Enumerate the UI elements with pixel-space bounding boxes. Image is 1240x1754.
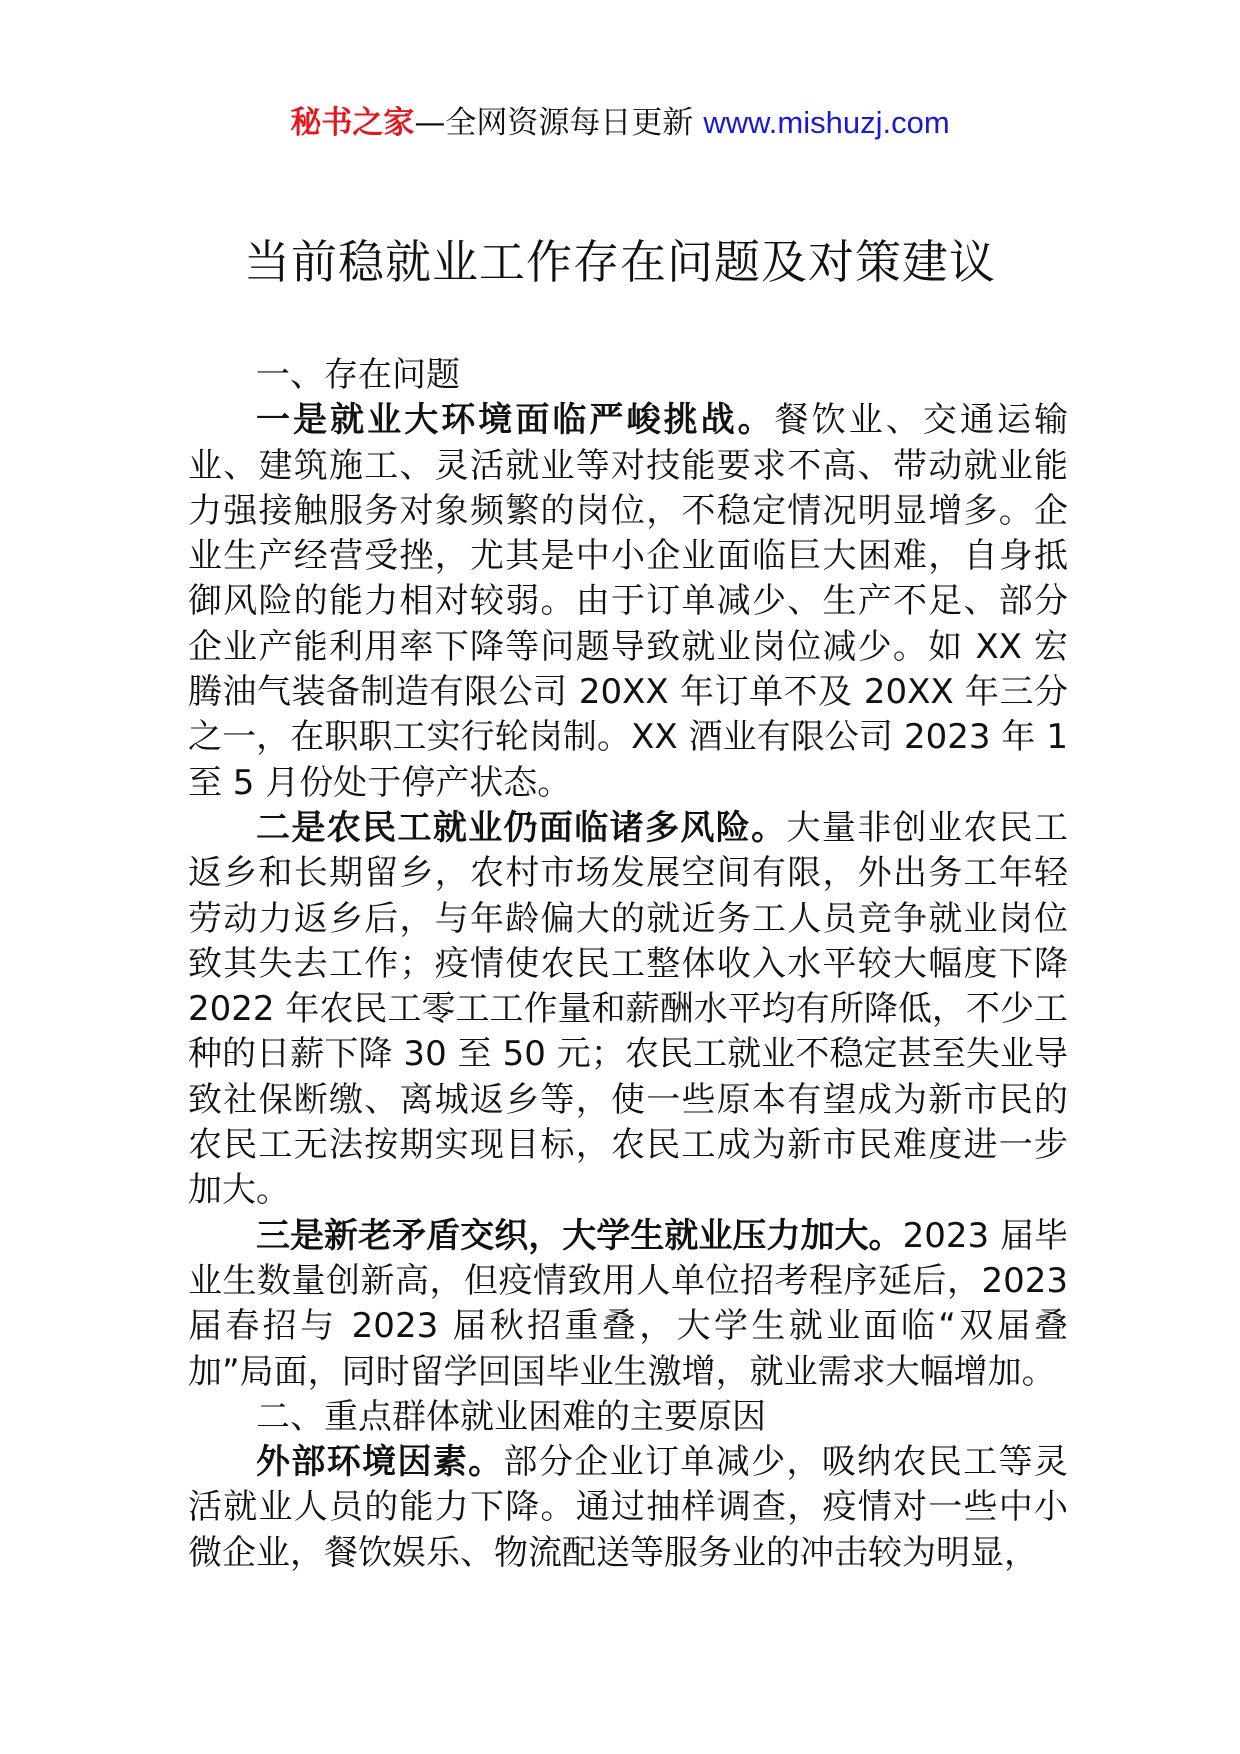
paragraph-text: 大量非创业农民工返乡和长期留乡，农村市场发展空间有限，外出务工年轻劳动力返乡后，与年龄偏大的就近务工人员竞争就业岗位致其失去工作；疫情使农民工整体收入水平较大幅度下降2022 年农民工零工工作量和薪酬水平均有所降低，不少工种的日薪下降 30 至 50 元；农民工就业不稳定甚至失业导致社保断缴、离城返乡等，使一些原本有望成为新市民的农民工无法按期实现目标，农民工成为新市民难度进一步加大。 [188, 807, 1069, 1211]
paragraph-migrant-workers [188, 806, 1068, 1214]
site-banner [0, 100, 1240, 146]
site-url-link[interactable]: www.mishuzj.com [703, 105, 950, 140]
paragraph-text: 部分企业订单减少，吸纳农民工等灵活就业人员的能力下降。通过抽样调查，疫情对一些中小微企业，餐饮娱乐、物流配送等服务业的冲击较为明显， [188, 1442, 1069, 1573]
document-body [188, 353, 1068, 1576]
paragraph-graduates [188, 1214, 1068, 1395]
banner-tagline: —全网资源每日更新 [414, 105, 694, 141]
paragraph-text: 餐饮业、交通运输业、建筑施工、灵活就业等对技能要求不高、带动就业能力强接触服务对象频繁的岗位，不稳定情况明显增多。企业生产经营受挫，尤其是中小企业面临巨大困难，自身抵御风险的能力相对较弱。由于订单减少、生产不足、部分企业产能利用率下降等问题导致就业岗位减少。如 XX 宏腾油气装备制造有限公司 20XX 年订单不及 20XX 年三分之一，在职职工实行轮岗制。XX 酒业有限公司 2023 年 1 至 5 月份处于停产状态。 [188, 400, 1069, 803]
paragraph-lead: 一是就业大环境面临严峻挑战。 [256, 400, 775, 441]
paragraph-lead: 三是新老矛盾交织，大学生就业压力加大。 [256, 1215, 903, 1256]
document-title: 当前稳就业工作存在问题及对策建议 [244, 235, 996, 289]
section-heading-causes: 二、重点群体就业困难的主要原因 [256, 1396, 766, 1437]
paragraph-lead: 二是农民工就业仍面临诸多风险。 [256, 807, 787, 848]
brand-name: 秘书之家 [290, 105, 415, 141]
paragraph-external-factors [188, 1440, 1068, 1576]
paragraph-lead: 外部环境因素。 [256, 1442, 504, 1483]
paragraph-employment-environment [188, 398, 1068, 806]
paragraph-text: 2023 届毕业生数量创新高，但疫情致用人单位招考程序延后，2023 届春招与 2023 届秋招重叠，大学生就业面临“双届叠加”局面，同时留学回国毕业生激增，就业需求大幅增加。 [188, 1215, 1068, 1392]
section-heading-problems: 一、存在问题 [256, 355, 460, 395]
